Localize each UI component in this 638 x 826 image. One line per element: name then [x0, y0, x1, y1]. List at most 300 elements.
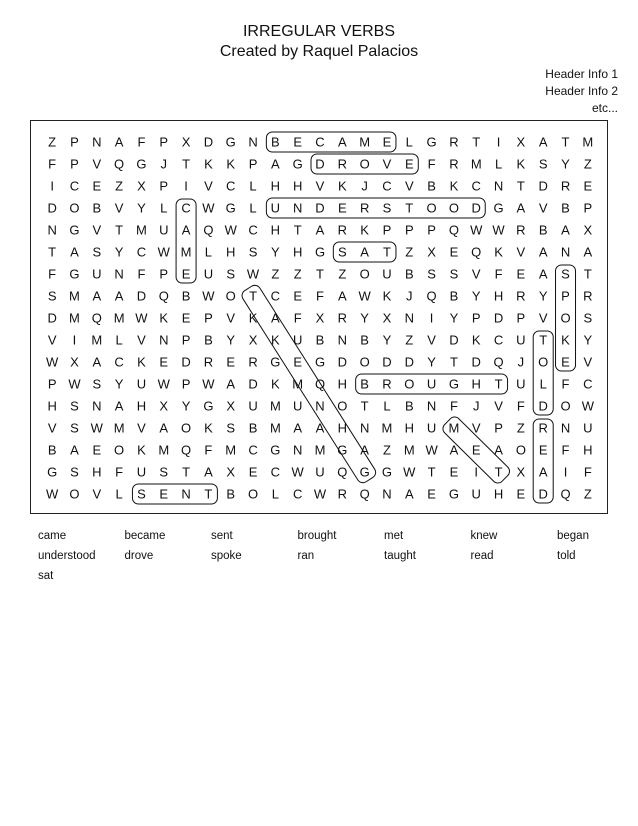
grid-letter: M [314, 442, 326, 458]
grid-letter: I [50, 178, 54, 194]
grid-letter: A [226, 376, 236, 392]
grid-letter: A [360, 442, 369, 458]
grid-letter: P [70, 134, 79, 150]
grid-letter: L [115, 486, 123, 502]
grid-letter: B [271, 134, 280, 150]
grid-letter: K [360, 222, 369, 238]
grid-letter: G [270, 354, 281, 370]
grid-letter: K [271, 376, 280, 392]
grid-letter: U [292, 332, 303, 348]
grid-letter: P [583, 200, 593, 216]
grid-letter: E [404, 156, 414, 172]
grid-letter: D [136, 288, 147, 304]
grid-letter: V [315, 178, 325, 194]
grid-letter: A [92, 354, 102, 370]
grid-letter: I [429, 310, 434, 326]
grid-letter: S [382, 200, 392, 216]
grid-letter: W [202, 200, 215, 216]
grid-letter: E [92, 178, 102, 194]
grid-letter: H [270, 222, 281, 238]
grid-letter: D [404, 354, 414, 370]
grid-letter: M [91, 332, 103, 348]
word-list-item: became [124, 530, 166, 542]
grid-letter: R [516, 222, 526, 238]
grid-letter: Q [448, 222, 459, 238]
grid-letter: W [90, 420, 103, 436]
grid-letter: N [560, 244, 571, 260]
grid-letter: L [249, 178, 257, 194]
grid-letter: E [516, 266, 526, 282]
grid-letter: U [426, 420, 437, 436]
grid-letter: Y [561, 156, 570, 172]
grid-letter: W [492, 222, 505, 238]
grid-letter: Q [359, 486, 370, 502]
grid-letter: O [538, 354, 549, 370]
grid-letter: G [448, 486, 459, 502]
grid-letter: Y [449, 310, 459, 326]
grid-letter: T [449, 354, 458, 370]
grid-letter: W [224, 222, 237, 238]
grid-letter: T [48, 244, 57, 260]
grid-letter: F [516, 398, 525, 414]
grid-letter: P [159, 178, 169, 194]
grid-letter: T [115, 222, 124, 238]
grid-letter: K [382, 288, 392, 304]
grid-letter: O [448, 200, 459, 216]
grid-letter: Y [114, 376, 124, 392]
grid-letter: X [248, 332, 258, 348]
grid-letter: A [159, 420, 169, 436]
grid-letter: U [583, 420, 593, 436]
grid-letter: W [358, 288, 371, 304]
grid-letter: D [471, 354, 481, 370]
grid-letter: V [494, 398, 503, 414]
grid-letter: I [184, 178, 188, 194]
grid-letter: A [293, 420, 303, 436]
grid-letter: H [47, 398, 57, 414]
grid-letter: O [515, 442, 526, 458]
grid-letter: W [403, 464, 416, 480]
grid-letter: P [404, 222, 414, 238]
grid-letter: I [72, 332, 77, 348]
grid-letter: V [114, 200, 124, 216]
header-info-line: Header Info 2 [545, 84, 618, 98]
grid-letter: P [248, 156, 258, 172]
grid-letter: Y [181, 398, 191, 414]
grid-letter: G [337, 442, 348, 458]
grid-letter: J [406, 288, 413, 304]
grid-letter: R [583, 288, 593, 304]
grid-letter: R [449, 134, 459, 150]
grid-letter: A [538, 464, 548, 480]
grid-letter: A [538, 134, 548, 150]
grid-letter: N [359, 420, 370, 436]
grid-letter: G [314, 244, 326, 260]
grid-letter: D [538, 178, 548, 194]
grid-letter: R [516, 288, 526, 304]
grid-letter: M [470, 156, 482, 172]
grid-letter: V [538, 310, 548, 326]
grid-letter: N [248, 134, 258, 150]
grid-letter: B [248, 420, 258, 436]
grid-letter: F [583, 464, 592, 480]
grid-letter: V [538, 200, 548, 216]
grid-letter: M [292, 376, 304, 392]
grid-letter: E [538, 442, 548, 458]
grid-letter: C [493, 332, 504, 348]
grid-letter: D [203, 134, 214, 150]
grid-letter: R [359, 200, 370, 216]
grid-letter: Z [583, 486, 592, 502]
grid-letter: B [404, 266, 414, 282]
grid-letter: E [471, 442, 481, 458]
word-list-item: met [384, 530, 404, 542]
grid-letter: F [48, 156, 57, 172]
grid-letter: U [159, 222, 169, 238]
grid-letter: R [560, 178, 571, 194]
grid-letter: W [291, 464, 304, 480]
grid-letter: V [382, 156, 392, 172]
grid-letter: B [360, 376, 369, 392]
grid-letter: P [471, 310, 481, 326]
grid-letter: W [157, 376, 170, 392]
grid-letter: E [293, 288, 303, 304]
grid-letter: U [516, 332, 526, 348]
grid-letter: N [92, 134, 102, 150]
grid-letter: A [337, 134, 347, 150]
grid-letter: R [337, 486, 348, 502]
grid-letter: H [226, 244, 236, 260]
grid-letter: X [583, 222, 593, 238]
word-list-item: knew [470, 530, 498, 542]
grid-letter: M [381, 420, 393, 436]
grid-letter: H [337, 420, 348, 436]
grid-letter: J [517, 354, 525, 370]
grid-letter: S [70, 464, 79, 480]
grid-letter: S [92, 244, 102, 260]
grid-letter: F [204, 442, 213, 458]
title-text: IRREGULAR VERBS [242, 23, 396, 40]
grid-letter: H [292, 244, 303, 260]
grid-letter: L [204, 244, 213, 260]
grid-letter: C [270, 288, 281, 304]
grid-letter: H [471, 376, 481, 392]
grid-letter: O [359, 354, 370, 370]
grid-letter: F [427, 156, 436, 172]
grid-letter: U [136, 376, 147, 392]
header-info-line: etc... [591, 101, 618, 115]
grid-letter: K [494, 244, 503, 260]
grid-letter: N [404, 310, 414, 326]
grid-letter: H [404, 420, 414, 436]
grid-letter: W [68, 376, 81, 392]
grid-letter: K [271, 332, 280, 348]
grid-letter: Z [115, 178, 124, 194]
grid-letter: E [516, 486, 526, 502]
grid-letter: J [160, 156, 168, 172]
grid-letter: S [561, 266, 570, 282]
grid-letter: H [270, 178, 281, 194]
grid-letter: T [494, 376, 503, 392]
grid-letter: E [293, 134, 303, 150]
grid-letter: M [113, 420, 125, 436]
grid-letter: V [404, 178, 414, 194]
grid-letter: R [449, 156, 459, 172]
grid-letter: P [427, 222, 436, 238]
word-list-item: told [557, 550, 576, 562]
grid-letter: W [425, 442, 438, 458]
grid-letter: L [115, 332, 123, 348]
grid-letter: M [69, 310, 80, 326]
grid-letter: G [493, 200, 504, 216]
grid-letter: T [494, 464, 503, 480]
grid-letter: K [204, 420, 213, 436]
grid-letter: E [92, 442, 102, 458]
grid-letter: S [449, 266, 459, 282]
grid-letter: F [115, 464, 124, 480]
grid-letter: O [337, 398, 348, 414]
grid-letter: F [494, 266, 503, 282]
grid-letter: W [46, 354, 59, 370]
grid-letter: W [470, 222, 483, 238]
grid-letter: B [47, 442, 57, 458]
grid-letter: H [136, 398, 147, 414]
grid-letter: W [202, 376, 215, 392]
grid-letter: X [159, 398, 169, 414]
grid-letter: M [269, 420, 281, 436]
grid-letter: R [538, 420, 548, 436]
grid-letter: Z [382, 442, 391, 458]
grid-letter: Y [471, 288, 481, 304]
grid-letter: P [159, 134, 169, 150]
grid-letter: K [561, 332, 570, 348]
grid-letter: O [225, 288, 236, 304]
grid-letter: E [293, 354, 303, 370]
grid-letter: B [404, 398, 414, 414]
grid-letter: U [248, 398, 258, 414]
grid-letter: Q [114, 156, 125, 172]
grid-letter: W [313, 486, 327, 502]
grid-letter: C [292, 486, 303, 502]
grid-canvas [31, 121, 609, 515]
grid-letter: S [248, 244, 258, 260]
word-list-item: sent [211, 530, 233, 542]
grid-letter: T [427, 464, 436, 480]
grid-letter: U [382, 266, 392, 282]
grid-letter: A [360, 244, 369, 260]
grid-letter: C [583, 376, 593, 392]
grid-letter: K [159, 310, 169, 326]
grid-letter: X [315, 310, 325, 326]
grid-letter: Y [427, 354, 436, 370]
grid-letter: Z [405, 244, 414, 260]
grid-letter: A [494, 442, 503, 458]
grid-letter: Y [271, 244, 280, 260]
grid-letter: C [315, 134, 325, 150]
grid-letter: P [382, 222, 392, 238]
grid-letter: W [246, 266, 260, 282]
grid-letter: E [159, 354, 169, 370]
grid-letter: K [516, 156, 526, 172]
word-list-item: brought [297, 530, 337, 542]
grid-letter: G [225, 200, 236, 216]
grid-letter: N [382, 486, 392, 502]
grid-letter: M [158, 442, 170, 458]
grid-letter: A [315, 420, 325, 436]
grid-letter: L [539, 376, 547, 392]
grid-letter: Y [538, 288, 548, 304]
grid-letter: S [47, 288, 57, 304]
grid-letter: N [337, 332, 348, 348]
grid-letter: V [47, 332, 57, 348]
grid-letter: R [337, 222, 348, 238]
grid-letter: N [47, 222, 57, 238]
grid-letter: Z [405, 332, 414, 348]
grid-letter: U [270, 200, 281, 216]
grid-letter: C [270, 464, 281, 480]
grid-letter: Q [337, 464, 348, 480]
grid-letter: E [583, 178, 593, 194]
grid-letter: S [70, 398, 79, 414]
grid-letter: D [315, 200, 325, 216]
grid-letter: A [114, 288, 124, 304]
grid-letter: G [69, 222, 80, 238]
grid-letter: Q [560, 486, 571, 502]
grid-letter: P [561, 288, 570, 304]
grid-letter: P [181, 376, 191, 392]
grid-letter: F [137, 134, 146, 150]
grid-letter: A [583, 244, 593, 260]
grid-letter: K [471, 332, 481, 348]
grid-letter: S [92, 376, 102, 392]
grid-letter: V [92, 222, 102, 238]
grid-letter: Z [293, 266, 302, 282]
grid-letter: D [382, 354, 392, 370]
grid-letter: A [70, 244, 79, 260]
grid-letter: K [137, 442, 146, 458]
grid-letter: E [449, 244, 459, 260]
grid-letter: R [382, 376, 392, 392]
grid-letter: L [271, 486, 279, 502]
grid-letter: B [92, 200, 102, 216]
word-list-item: understood [38, 550, 96, 562]
grid-letter: Z [271, 266, 280, 282]
grid-letter: S [226, 266, 236, 282]
grid-letter: S [137, 486, 146, 502]
grid-letter: Z [338, 266, 347, 282]
grid-letter: E [449, 464, 459, 480]
grid-letter: N [493, 178, 504, 194]
grid-letter: X [226, 398, 236, 414]
grid-letter: G [448, 376, 459, 392]
grid-letter: M [136, 222, 147, 238]
grid-letter: A [315, 222, 325, 238]
grid-letter: A [538, 244, 548, 260]
grid-letter: P [516, 310, 526, 326]
grid-letter: A [561, 222, 570, 238]
grid-letter: T [405, 200, 414, 216]
grid-letter: I [474, 464, 479, 480]
grid-letter: J [361, 178, 368, 194]
grid-letter: A [271, 156, 280, 172]
grid-letter: C [471, 178, 481, 194]
grid-letter: X [382, 310, 392, 326]
grid-letter: N [292, 200, 303, 216]
grid-letter: E [382, 134, 392, 150]
grid-letter: Y [114, 244, 124, 260]
grid-letter: E [561, 354, 570, 370]
grid-letter: A [114, 134, 124, 150]
word-list-item: drove [124, 550, 154, 562]
grid-letter: F [561, 376, 570, 392]
grid-letter: B [360, 332, 369, 348]
grid-letter: D [449, 332, 459, 348]
grid-letter: U [136, 464, 147, 480]
grid-letter: A [538, 266, 548, 282]
grid-letter: P [159, 266, 169, 282]
grid-letter: X [70, 354, 79, 370]
grid-letter: U [92, 266, 102, 282]
grid-letter: U [471, 486, 481, 502]
grid-letter: D [538, 398, 548, 414]
grid-letter: Y [382, 332, 392, 348]
grid-letter: A [70, 442, 79, 458]
grid-letter: H [493, 288, 504, 304]
grid-letter: T [204, 486, 213, 502]
grid-letter: P [70, 156, 79, 172]
grid-letter: T [182, 156, 191, 172]
grid-letter: T [249, 288, 258, 304]
grid-letter: B [181, 288, 191, 304]
grid-letter: Q [91, 310, 102, 326]
grid-letter: M [180, 244, 192, 260]
grid-letter: H [493, 486, 504, 502]
grid-letter: V [427, 332, 436, 348]
grid-letter: Z [583, 156, 592, 172]
grid-letter: A [114, 398, 124, 414]
grid-letter: G [426, 134, 437, 150]
grid-letter: D [181, 354, 191, 370]
grid-letter: G [225, 134, 236, 150]
word-list-item: taught [384, 550, 416, 562]
grid-letter: Q [181, 442, 192, 458]
grid-letter: T [382, 244, 391, 260]
grid-letter: N [159, 332, 169, 348]
grid-letter: F [449, 398, 458, 414]
grid-letter: A [204, 464, 213, 480]
grid-letter: U [292, 398, 303, 414]
grid-letter: A [404, 486, 414, 502]
grid-letter: E [427, 486, 436, 502]
grid-letter: X [137, 178, 146, 194]
grid-letter: R [248, 354, 258, 370]
grid-letter: E [226, 354, 236, 370]
header-info-line: Header Info 1 [545, 67, 618, 81]
grid-letter: C [69, 178, 80, 194]
grid-letter: T [472, 134, 481, 150]
word-list-item: sat [38, 570, 54, 582]
grid-letter: S [70, 420, 79, 436]
grid-letter: L [249, 200, 257, 216]
grid-letter: N [426, 398, 437, 414]
grid-letter: G [203, 398, 214, 414]
grid-letter: X [226, 464, 236, 480]
grid-letter: E [248, 464, 258, 480]
grid-letter: M [113, 310, 125, 326]
grid-letter: W [157, 244, 170, 260]
grid-letter: M [269, 398, 281, 414]
grid-letter: H [92, 464, 102, 480]
